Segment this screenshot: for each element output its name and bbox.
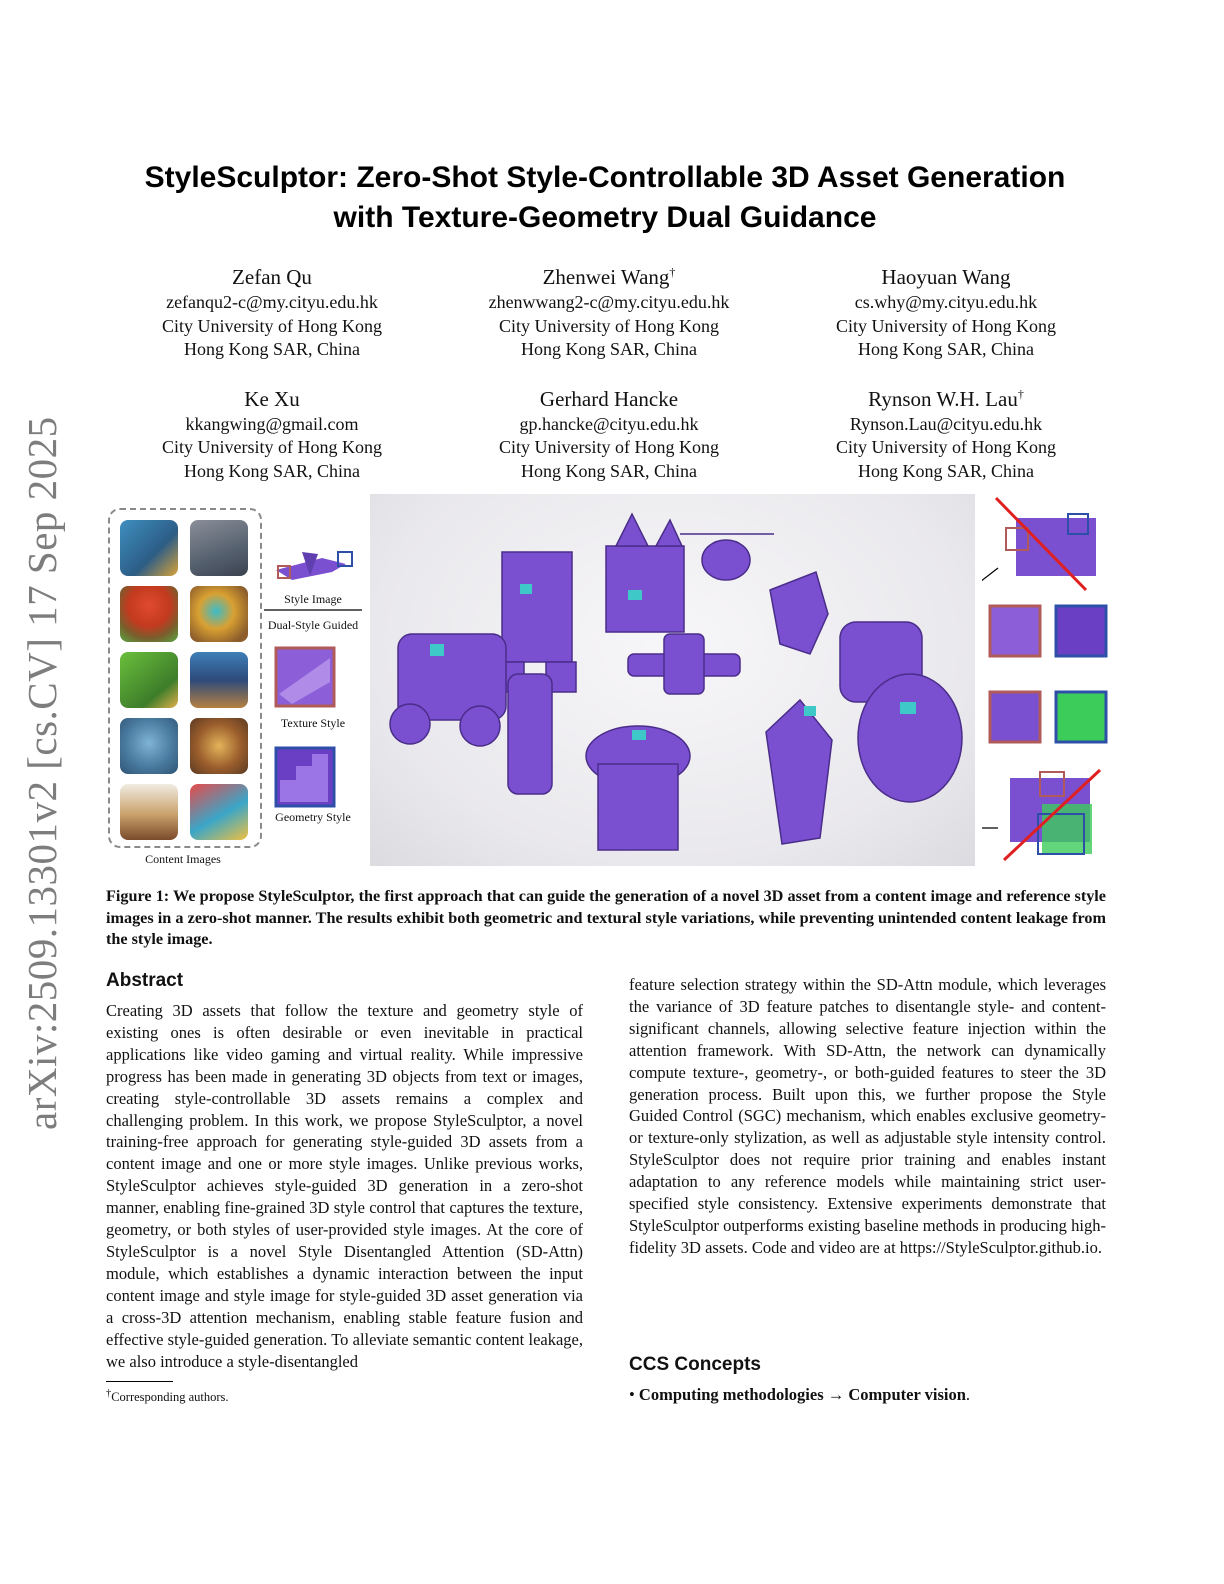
ccs-bullet: • [629,1385,635,1404]
author-block [104,258,1114,501]
abstract-heading: Abstract [106,970,184,991]
content-thumb-helicopter [190,784,248,840]
footnote-text: Corresponding authors. [111,1390,229,1405]
author-name: Zefan Qu [232,265,312,289]
zoom-texture-top [990,606,1040,656]
footnote-rule [106,1381,173,1382]
zoom-geometry-bottom [1056,692,1106,742]
ccs-item-methodologies: Computing methodologies [638,1385,824,1404]
content-thumb-chest [190,718,248,774]
content-thumb-warrior [190,652,248,708]
asset-ship [766,700,832,844]
content-thumb-dinosaur [120,652,178,708]
asset-warrior [508,674,552,794]
author-email[interactable]: zhenwwang2-c@my.cityu.edu.hk [488,292,730,312]
leakage-result-bottom [1004,770,1100,860]
title-line-2: with Texture-Geometry Dual Guidance [333,201,877,234]
author-affiliation: City University of Hong Kong [499,315,719,336]
author-affiliation: City University of Hong Kong [499,437,719,457]
asset-biplane [628,634,740,694]
ccs-arrow: → [827,1385,845,1404]
author-location: Hong Kong SAR, China [857,460,1034,481]
label-texture-style: Texture Style [280,716,346,730]
render-scene [370,494,975,866]
abstract-text-left: Creating 3D assets that follow the texture and geometry style of existing ones is often desirable or even inevitable in practical applications like video gaming and virtual reality. While impressive progress has been made in generating 3D objects from text or images, creating style-controllable 3D assets remains a complex and challenging problem. In this work, we propose StyleSculptor, a novel training-free approach for generating style-guided 3D assets from a content image and one or more style images. Unlike previous works, StyleSculptor achieves style-guided 3D generation in a zero-shot manner, enabling fine-grained 3D style control that captures the texture, geometry, or both styles of user-provided style images. At the core of StyleSculptor is a novel Style Disentangled Attention (SD-Attn) module, which establishes a dynamic interaction between the input content image and style image for style-guided 3D asset generation via a cross-3D attention mechanism, enabling stable feature fusion and effective style-guided generation. To alleviate semantic content leakage, we also introduce a style-disentangled [106,1001,583,1371]
asset-rock-golem [858,674,962,802]
asset-mushroom-house [586,726,690,850]
label-style-image: Style Image [284,592,342,606]
figure-1 [104,494,1120,866]
leakage-result-top [996,498,1096,590]
author-row-2 [104,380,1114,484]
author-location: Hong Kong SAR, China [520,460,697,481]
content-thumb-mech [190,586,248,642]
ccs-period: . [965,1385,971,1404]
comparison-panel [982,494,1120,866]
author-email[interactable]: gp.hancke@cityu.edu.hk [519,413,699,434]
author-card [104,258,440,362]
author-name: Rynson W.H. Lau [868,386,1018,411]
arxiv-stamp: arXiv:2509.13301v2 [cs.CV] 17 Sep 2025 [19,416,65,1130]
zoom-geometry-top [1056,606,1106,656]
ccs-heading: CCS Concepts [629,1354,761,1375]
author-affiliation: City University of Hong Kong [836,437,1056,457]
title-line-1: StyleSculptor: Zero-Shot Style-Controllable 3D Asset Generation [144,161,1066,194]
author-email[interactable]: cs.why@my.cityu.edu.hk [854,292,1038,312]
asset-castle [606,514,684,632]
author-location: Hong Kong SAR, China [857,339,1034,359]
author-location: Hong Kong SAR, China [183,460,360,481]
asset-helicopter [680,534,774,580]
author-email[interactable]: Rynson.Lau@cityu.edu.hk [849,413,1043,434]
author-card [441,258,777,362]
zoom-texture-bottom [990,692,1040,742]
author-mark: † [1017,386,1024,401]
comparison-graphics [982,494,1120,866]
author-affiliation: City University of Hong Kong [162,437,382,457]
author-name: Ke Xu [244,386,300,411]
label-dual-style: Dual-Style Guided [267,618,359,632]
asset-dinosaur [770,572,828,654]
content-thumb-ship [120,784,178,840]
asset-mech-vehicle [390,634,506,746]
label-geometry-style: Geometry Style [275,810,351,824]
content-thumb-rock-golem [120,718,178,774]
author-location: Hong Kong SAR, China [183,339,360,359]
author-affiliation: City University of Hong Kong [162,315,382,336]
figure-caption: Figure 1: We propose StyleSculptor, the first approach that can guide the generation of a novel 3D asset from a content image and reference style images in a zero-shot manner. The results exhibit both geometric and textural style variations, while preventing unintended content leakage from the style image. [106,887,1106,948]
stylized-assets-render [370,494,975,866]
author-name: Gerhard Hancke [539,386,679,411]
author-name: Haoyuan Wang [881,265,1011,289]
footnote [106,1388,229,1405]
author-name: Zhenwei Wang [542,265,670,289]
content-thumb-robot [120,520,178,576]
author-card [778,258,1114,362]
author-row-1 [104,258,1114,362]
content-images-panel [108,508,262,848]
author-email[interactable]: kkangwing@gmail.com [185,413,359,434]
content-thumb-castle [190,520,248,576]
style-plane-icon [276,552,352,580]
content-thumb-mushroom [120,586,178,642]
author-card [778,380,1114,484]
author-email[interactable]: zefanqu2-c@my.cityu.edu.hk [166,292,378,312]
paper-title [90,158,1120,238]
label-content-images: Content Images [145,852,221,866]
style-panel [262,544,366,844]
author-affiliation: City University of Hong Kong [836,315,1056,336]
ccs-item-vision: Computer vision [848,1385,966,1404]
author-location: Hong Kong SAR, China [520,339,697,359]
style-panel-graphics [262,544,366,844]
ccs-concepts [629,1385,970,1405]
author-mark: † [669,265,676,279]
author-card [441,380,777,484]
abstract-text-right[interactable]: feature selection strategy within the SD-Attn module, which leverages the variance of 3D feature patches to disentangle style- and content-significant channels, allowing selective feature injection within the attention framework. With SD-Attn, the network can dynamically compute texture-, geometry-, or both-guided features to steer the 3D generation process. Built upon this, we further propose the Style Guided Control (SGC) mechanism, which enables exclusive geometry- or texture-only stylization, as well as adjustable style intensity control. StyleSculptor does not require prior training and enables instant adaptation to any reference models while maintaining strict user-specified style consistency. Extensive experiments demonstrate that StyleSculptor outperforms existing baseline methods in producing high-fidelity 3D assets. Code and video are at https://StyleSculptor.github.io. [629,975,1106,1257]
footnote-mark: † [106,1388,112,1399]
author-card [104,380,440,484]
